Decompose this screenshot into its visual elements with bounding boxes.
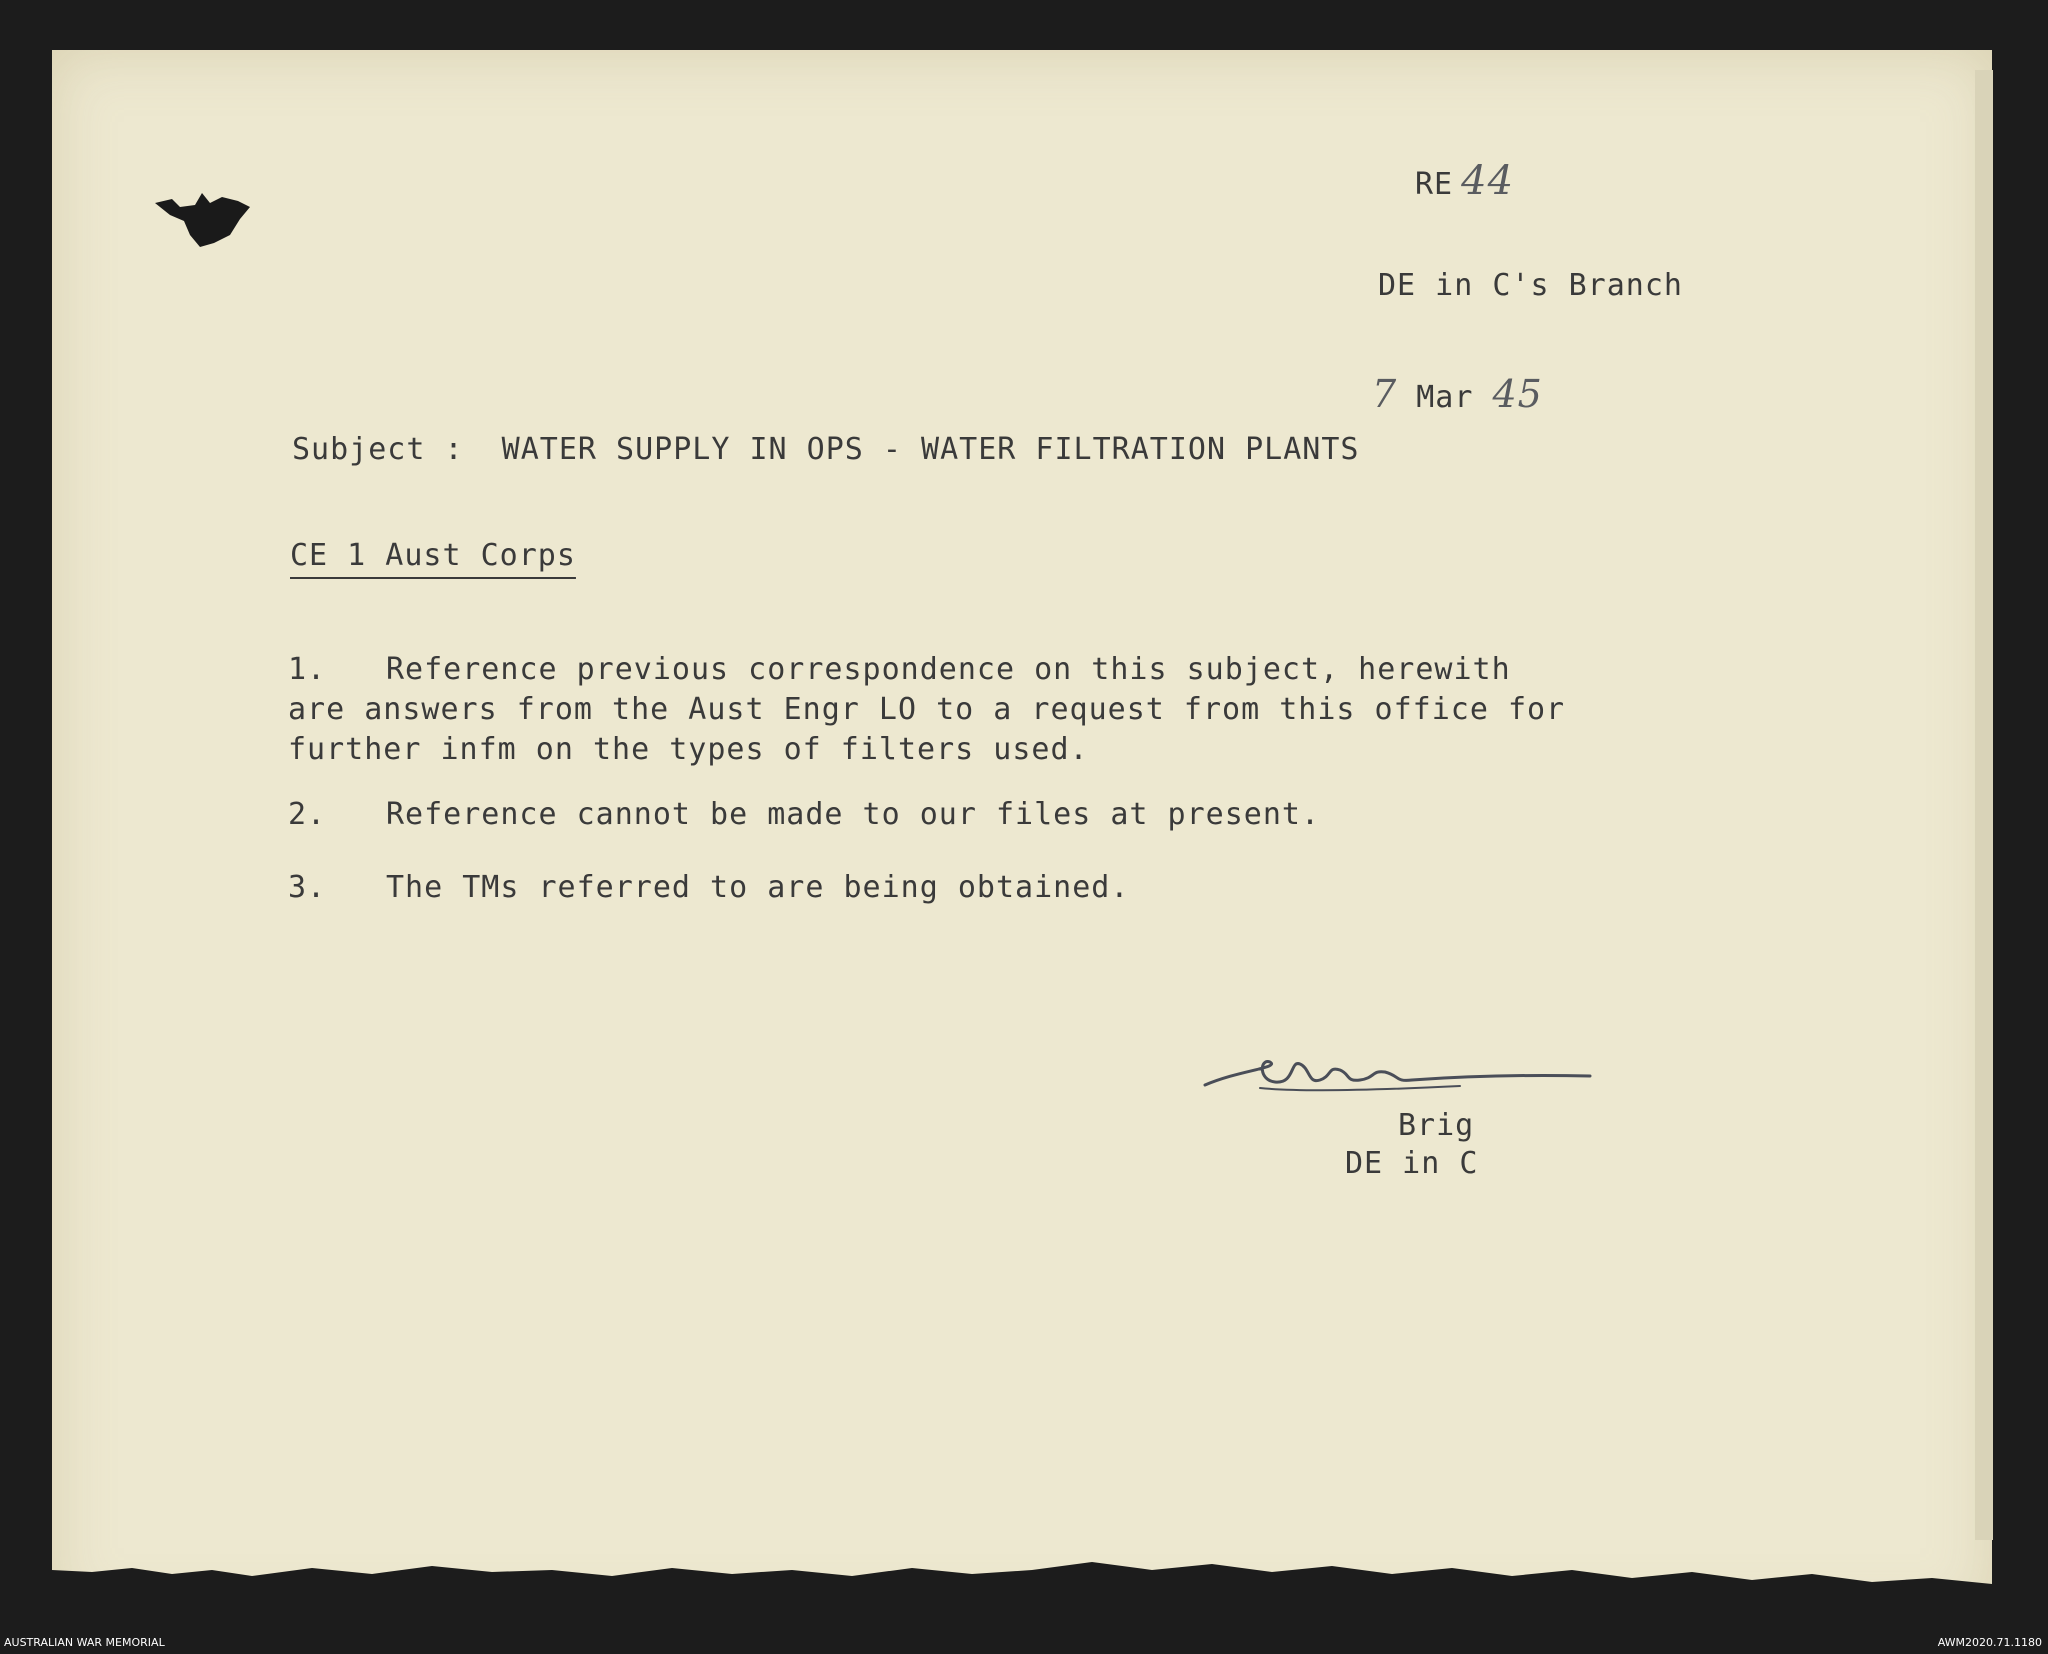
paper-edge [1975,70,1993,1540]
paragraph-1: 1. Reference previous correspondence on this subject, herewith are answers from the Aust Engr LO to a request from this office for further infm on the types of filters used. [288,652,1566,767]
reference-number: RE 44 [1415,158,1515,204]
branch-name: DE in C's Branch [1378,268,1683,303]
handwritten-signature [1200,1040,1600,1100]
signatory-appointment: DE in C [1345,1146,1479,1181]
subject-line: Subject : WATER SUPPLY IN OPS - WATER FILTRATION PLANTS [292,432,1360,467]
document-page [52,50,1992,1620]
addressee: CE 1 Aust Corps [290,538,576,573]
punch-hole-mark [150,185,260,265]
paragraph-2: 2. Reference cannot be made to our files at present. [288,797,1321,832]
accession-number: AWM2020.71.1180 [1937,1636,2042,1649]
signatory-rank: Brig [1398,1108,1475,1143]
torn-edge [52,1540,1992,1630]
paragraph-3: 3. The TMs referred to are being obtained. [288,870,1130,905]
document-date: 7 Mar 45 [1372,372,1543,416]
archive-credit: AUSTRALIAN WAR MEMORIAL [4,1636,165,1649]
